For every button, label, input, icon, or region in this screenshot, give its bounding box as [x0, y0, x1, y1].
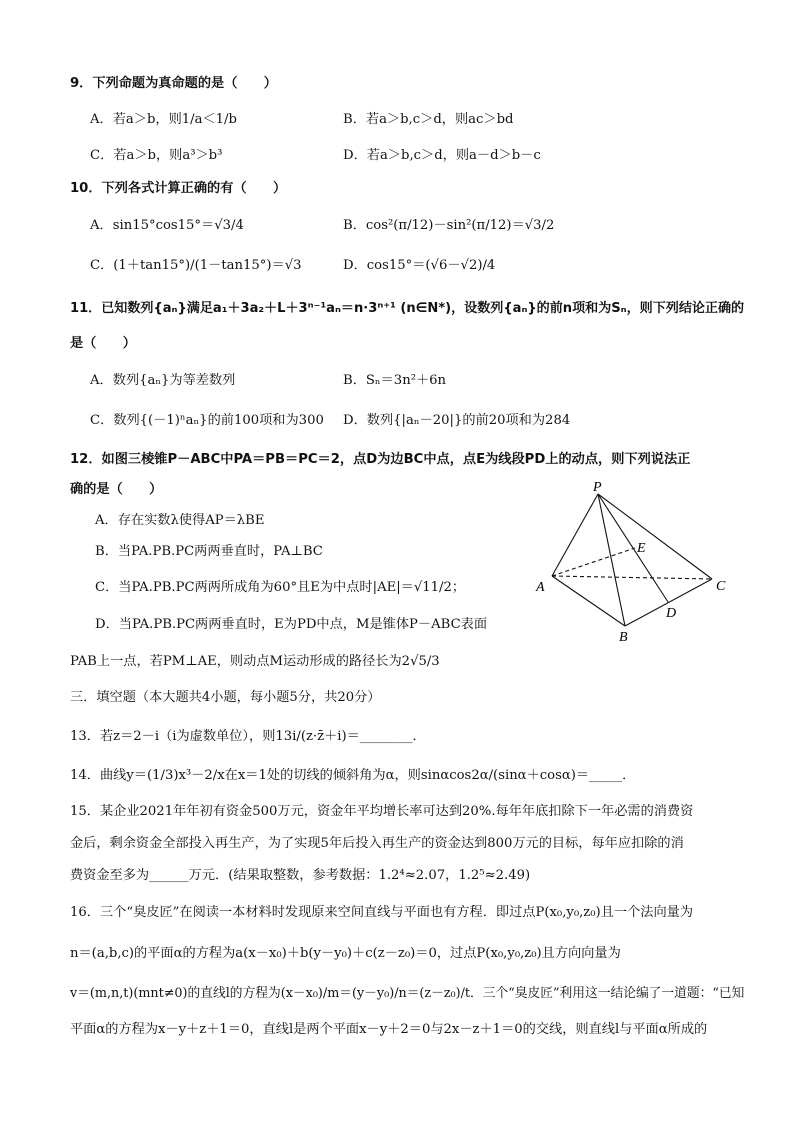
q13: 13．若z＝2－i（i为虚数单位），则13i/(z·z̄＋i)＝________．: [70, 729, 426, 744]
q12-option-a: A．存在实数λ使得AP＝λBE: [95, 513, 265, 528]
edge-ab: [552, 576, 625, 626]
edge-pa: [552, 494, 598, 576]
q12-option-d-line2: PAB上一点，若PM⊥AE，则动点M运动形成的路径长为2√5/3: [70, 654, 440, 669]
section-3-heading: 三．填空题（本大题共4小题，每小题5分，共20分）: [70, 690, 381, 705]
label-d: D: [666, 606, 677, 621]
label-p: P: [593, 480, 602, 495]
q10-stem: 10．下列各式计算正确的有（ ）: [70, 181, 287, 196]
q10-option-d: D．cos15°＝(√6－√2)/4: [343, 258, 496, 273]
edge-pb: [598, 494, 625, 626]
q9-option-b: B．若a＞b,c＞d，则ac＞bd: [343, 112, 514, 127]
q12-option-c: C．当PA.PB.PC两两所成角为60°且E为中点时|AE|＝√11/2；: [95, 580, 466, 595]
q16-line4: 平面α的方程为x－y＋z＋1＝0，直线l是两个平面x－y＋2＝0与2x－z＋1＝0的交线，则直线l与平面α所成的: [70, 1022, 708, 1037]
q12-stem-line1: 12．如图三棱锥P－ABC中PA＝PB＝PC＝2，点D为边BC中点，点E为线段PD上的动点，则下列说法正: [70, 452, 691, 467]
q14: 14．曲线y＝(1/3)x³－2/x在x＝1处的切线的倾斜角为α，则sinαcos2α/(sinα＋cosα)＝_____．: [70, 768, 636, 783]
q16-line3: v＝(m,n,t)(mnt≠0)的直线l的方程为(x－x₀)/m＝(y－y₀)/n＝(z－z₀)/t．三个“臭皮匠”利用这一结论编了一道题：“已知: [70, 986, 745, 1001]
edge-pc: [598, 494, 712, 579]
q11-option-c: C．数列{(－1)ⁿaₙ}的前100项和为300: [90, 413, 324, 428]
q11-stem-line1: 11．已知数列{aₙ}满足a₁＋3a₂＋L＋3ⁿ⁻¹aₙ＝n·3ⁿ⁺¹ (n∈N*)，设数列{aₙ}的前n项和为Sₙ，则下列结论正确的: [70, 301, 745, 316]
q11-option-a: A．数列{aₙ}为等差数列: [90, 373, 236, 388]
q9-option-a: A．若a＞b，则1/a＜1/b: [90, 112, 237, 127]
q16-line2: n＝(a,b,c)的平面α的方程为a(x－x₀)＋b(y－y₀)＋c(z－z₀)＝0，过点P(x₀,y₀,z₀)且方向向量为: [70, 946, 621, 961]
q15-line1: 15．某企业2021年年初有资金500万元，资金年平均增长率可达到20%.每年年底扣除下一年必需的消费资: [70, 804, 694, 819]
q11-option-b: B．Sₙ＝3n²＋6n: [343, 373, 447, 388]
q9-stem: 9．下列命题为真命题的是（ ）: [70, 76, 277, 91]
q12-option-b: B．当PA.PB.PC两两垂直时，PA⊥BC: [95, 544, 323, 559]
q12-stem-line2: 确的是（ ）: [70, 482, 163, 497]
q10-option-a: A．sin15°cos15°＝√3/4: [90, 218, 244, 233]
q15-line2: 金后，剩余资金全部投入再生产，为了实现5年后投入再生产的资金达到800万元的目标，每年应扣除的消: [70, 836, 684, 851]
q15-line3: 费资金至多为______万元．(结果取整数，参考数据：1.2⁴≈2.07，1.2⁵≈2.49): [70, 868, 531, 883]
q11-stem-line2: 是（ ）: [70, 336, 136, 351]
label-c: C: [716, 579, 726, 594]
edge-ae: [552, 548, 635, 576]
q12-option-d-line1: D．当PA.PB.PC两两垂直时，E为PD中点，M是锥体P－ABC表面: [95, 617, 488, 632]
edge-ac: [552, 576, 712, 579]
q9-option-d: D．若a＞b,c＞d，则a－d＞b－c: [343, 148, 541, 163]
q9-option-c: C．若a＞b，则a³＞b³: [90, 148, 223, 163]
pyramid-figure: [530, 480, 750, 645]
q16-line1: 16．三个“臭皮匠”在阅读一本材料时发现原来空间直线与平面也有方程．即过点P(x₀,y₀,z₀)且一个法向量为: [70, 905, 694, 920]
q10-option-c: C．(1＋tan15°)/(1－tan15°)＝√3: [90, 258, 302, 273]
label-b: B: [619, 630, 628, 645]
label-e: E: [637, 541, 646, 556]
label-a: A: [536, 580, 545, 595]
q11-option-d: D．数列{|aₙ－20|}的前20项和为284: [343, 413, 571, 428]
q10-option-b: B．cos²(π/12)－sin²(π/12)＝√3/2: [343, 218, 555, 233]
